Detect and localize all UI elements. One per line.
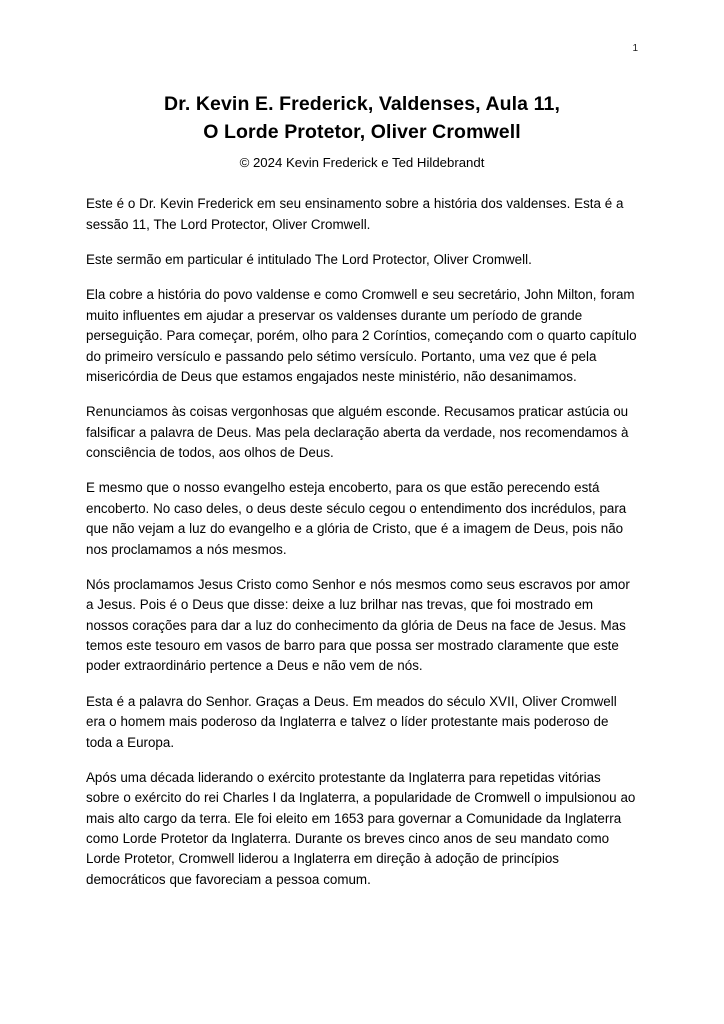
paragraph: Renunciamos às coisas vergonhosas que alguém esconde. Recusamos praticar astúcia ou falsificar a palavra de Deus. Mas pela declaração aberta da verdade, nos recomendamos à consciência de todos, aos olhos de Deus.	[86, 404, 629, 461]
copyright-notice: © 2024 Kevin Frederick e Ted Hildebrandt	[239, 154, 485, 170]
title-line-2: O Lorde Protetor, Oliver Cromwell	[203, 121, 521, 144]
title-line-1: Dr. Kevin E. Frederick, Valdenses, Aula 11,	[164, 93, 560, 115]
document-body	[86, 194, 638, 890]
paragraph: Esta é a palavra do Senhor. Graças a Deus. Em meados do século XVII, Oliver Cromwell era o homem mais poderoso da Inglaterra e talvez o líder protestante mais poderoso de toda a Europa.	[86, 693, 617, 750]
document-title	[86, 90, 638, 147]
paragraph: Este sermão em particular é intitulado The Lord Protector, Oliver Cromwell.	[86, 252, 532, 268]
paragraph: Nós proclamamos Jesus Cristo como Senhor e nós mesmos como seus escravos por amor a Jesus. Pois é o Deus que disse: deixe a luz brilhar nas trevas, que foi mostrado em nossos corações para dar a luz do conhecimento da glória de Deus na face de Jesus. Mas temos este tesouro em vasos de barro para que possa ser mostrado claramente que este poder extraordinário pertence a Deus e não vem de nós.	[86, 576, 630, 674]
paragraph: Este é o Dr. Kevin Frederick em seu ensinamento sobre a história dos valdenses. Esta é a sessão 11, The Lord Protector, Oliver Cromwell.	[86, 196, 624, 232]
paragraph: Ela cobre a história do povo valdense e como Cromwell e seu secretário, John Milton, foram muito influentes em ajudar a preservar os valdenses durante um período de grande perseguição. Para começar, porém, olho para 2 Coríntios, começando com o quarto capítulo do primeiro versículo e passando pelo sétimo versículo. Portanto, uma vez que é pela misericórdia de Deus que estamos engajados neste ministério, não desanimamos.	[86, 287, 637, 384]
paragraph: Após uma década liderando o exército protestante da Inglaterra para repetidas vitórias sobre o exército do rei Charles I da Inglaterra, a popularidade de Cromwell o impulsionou ao mais alto cargo da terra. Ele foi eleito em 1653 para governar a Comunidade da Inglaterra como Lorde Protetor da Inglaterra. Durante os breves cinco anos de seu mandato como Lorde Protetor, Cromwell liderou a Inglaterra em direção à adoção de princípios democráticos que favoreciam a pessoa comum.	[86, 769, 636, 887]
paragraph: E mesmo que o nosso evangelho esteja encoberto, para os que estão perecendo está encoberto. No caso deles, o deus deste século cegou o entendimento dos incrédulos, para que não vejam a luz do evangelho e a glória de Cristo, que é a imagem de Deus, pois não nos proclamamos a nós mesmos.	[86, 480, 627, 557]
page-number: 1	[632, 43, 638, 54]
